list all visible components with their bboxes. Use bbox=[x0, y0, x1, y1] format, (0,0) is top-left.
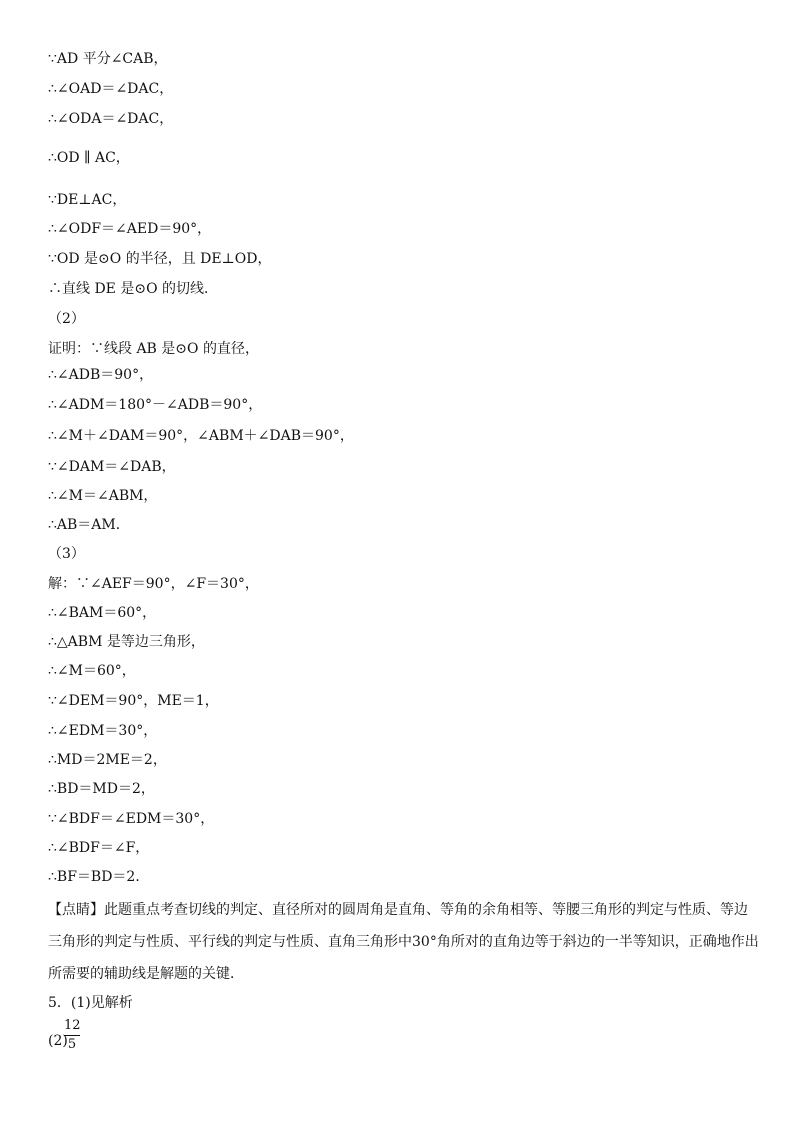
q5-part2-fraction bbox=[64, 1018, 80, 1053]
line-13: ∴∠M＋∠DAM＝90°，∠ABM＋∠DAB＝90°， bbox=[48, 428, 354, 444]
line-4: ∴OD ∥ AC， bbox=[48, 150, 130, 166]
line-26: ∵∠BDF＝∠EDM＝30°， bbox=[48, 811, 215, 827]
fraction-denominator: 5 bbox=[67, 1037, 77, 1052]
dianjing-paragraph: 【点睛】此题重点考查切线的判定、直径所对的圆周角是直角、等角的余角相等、等腰三角形的判定与性质、等边三角形的判定与性质、平行线的判定与性质、直角三角形中30°角所对的直角边等于斜边的一半等知识，正确地作出所需要的辅助线是解题的关键． bbox=[48, 902, 759, 982]
line-16: ∴AB＝AM． bbox=[48, 517, 130, 533]
line-14: ∵∠DAM＝∠DAB， bbox=[48, 459, 176, 475]
line-1: ∵AD 平分∠CAB， bbox=[48, 51, 168, 67]
line-19: ∴∠BAM＝60°， bbox=[48, 605, 157, 621]
line-22: ∵∠DEM＝90°，ME＝1， bbox=[48, 693, 219, 709]
line-3: ∴∠ODA＝∠DAC， bbox=[48, 111, 174, 127]
line-10: 证明：∵线段 AB 是⊙O 的直径， bbox=[48, 341, 259, 357]
line-17: （3） bbox=[48, 546, 85, 562]
line-8: ∴直线 DE 是⊙O 的切线． bbox=[48, 281, 219, 297]
line-25: ∴BD＝MD＝2， bbox=[48, 781, 155, 797]
line-27: ∴∠BDF＝∠F， bbox=[48, 840, 150, 856]
line-7: ∵OD 是⊙O 的半径，且 DE⊥OD， bbox=[48, 251, 272, 267]
line-6: ∴∠ODF＝∠AED＝90°， bbox=[48, 221, 212, 237]
line-15: ∴∠M＝∠ABM， bbox=[48, 488, 158, 504]
line-28: ∴BF＝BD＝2． bbox=[48, 869, 150, 885]
line-9: （2） bbox=[48, 311, 85, 327]
fraction-numerator: 12 bbox=[64, 1018, 81, 1033]
line-12: ∴∠ADM＝180°－∠ADB＝90°， bbox=[48, 397, 263, 413]
q5-part1: 5．(1)见解析 bbox=[48, 995, 133, 1011]
line-2: ∴∠OAD＝∠DAC， bbox=[48, 81, 174, 97]
line-21: ∴∠M＝60°， bbox=[48, 663, 136, 679]
line-18: 解：∵∠AEF＝90°，∠F＝30°， bbox=[48, 576, 259, 592]
line-24: ∴MD＝2ME＝2， bbox=[48, 752, 167, 768]
line-11: ∴∠ADB＝90°， bbox=[48, 367, 154, 383]
line-20: ∴△ABM 是等边三角形， bbox=[48, 634, 205, 650]
line-5: ∵DE⊥AC， bbox=[48, 192, 127, 208]
q5-part2-label: (2) bbox=[48, 1033, 68, 1049]
line-23: ∴∠EDM＝30°， bbox=[48, 723, 158, 739]
fraction-bar bbox=[64, 1035, 80, 1036]
